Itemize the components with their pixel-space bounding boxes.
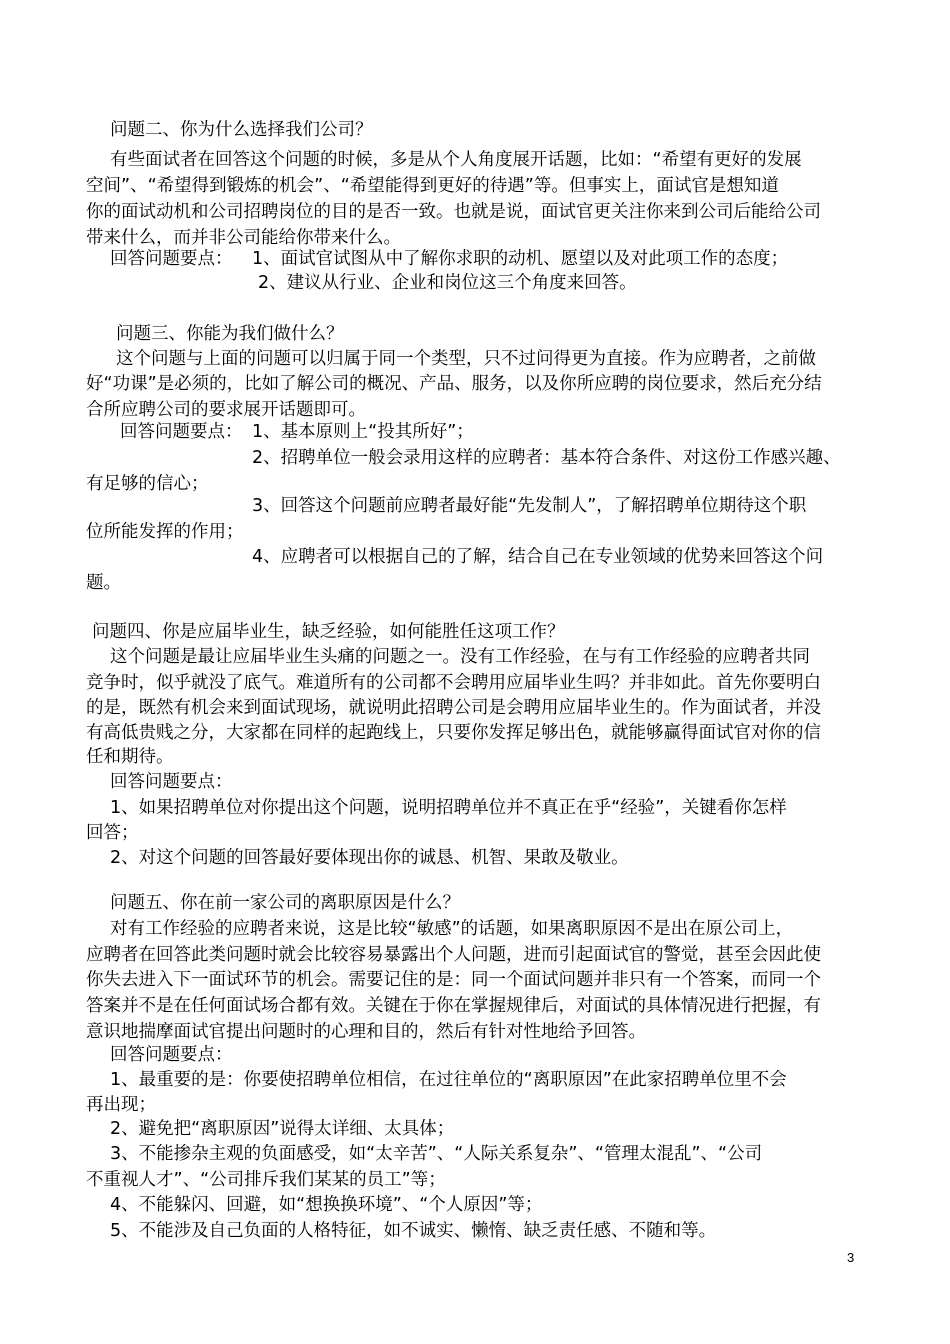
question-3-body-line: 这个问题与上面的问题可以归属于同一个类型，只不过问得更为直接。作为应聘者，之前做 xyxy=(116,349,816,369)
question-5-body-line: 意识地揣摩面试官提出问题时的心理和目的，然后有针对性地给予回答。 xyxy=(86,1022,646,1042)
question-2-body-line: 空间”、“希望得到锻炼的机会”、“希望能得到更好的待遇”等。但事实上，面试官是想知道 xyxy=(86,176,779,196)
question-2-title: 问题二、你为什么选择我们公司？ xyxy=(110,120,373,140)
page-number: 3 xyxy=(847,1250,855,1265)
question-2-body-line: 有些面试者在回答这个问题的时候，多是从个人角度展开话题，比如：“希望有更好的发展 xyxy=(110,150,802,170)
question-3-title: 问题三、你能为我们做什么？ xyxy=(116,324,344,344)
question-3-point: 4、应聘者可以根据自己的了解，结合自己在专业领域的优势来回答这个问 xyxy=(252,547,824,567)
question-3-body-line: 合所应聘公司的要求展开话题即可。 xyxy=(86,400,366,420)
question-5-points-label: 回答问题要点： xyxy=(110,1045,233,1065)
question-3-point: 3、回答这个问题前应聘者最好能“先发制人”，了解招聘单位期待这个职 xyxy=(252,496,807,516)
question-5-body-line: 答案并不是在任何面试场合都有效。关键在于你在掌握规律后，对面试的具体情况进行把握，有 xyxy=(86,996,821,1016)
question-5-point-continuation: 不重视人才”、“公司排斥我们某某的员工”等； xyxy=(86,1170,446,1190)
question-3-point-continuation: 题。 xyxy=(86,573,121,593)
question-4-point: 1、如果招聘单位对你提出这个问题，说明招聘单位并不真正在乎“经验”，关键看你怎样 xyxy=(110,798,787,818)
question-2-body-line: 你的面试动机和公司招聘岗位的目的是否一致。也就是说，面试官更关注你来到公司后能给公司 xyxy=(86,202,821,222)
question-5-point: 2、避免把“离职原因”说得太详细、太具体； xyxy=(110,1119,455,1139)
question-4-body-line: 有高低贵贱之分，大家都在同样的起跑线上，只要你发挥足够出色，就能够赢得面试官对你的信 xyxy=(86,723,821,743)
question-5-point: 1、最重要的是：你要使招聘单位相信，在过往单位的“离职原因”在此家招聘单位里不会 xyxy=(110,1070,787,1090)
question-4-title: 问题四、你是应届毕业生，缺乏经验，如何能胜任这项工作？ xyxy=(92,622,565,642)
question-4-point: 2、对这个问题的回答最好要体现出你的诚恳、机智、果敢及敬业。 xyxy=(110,848,629,868)
question-5-body-line: 你失去进入下一面试环节的机会。需要记住的是：同一个面试问题并非只有一个答案，而同一个 xyxy=(86,970,821,990)
question-3-point: 2、招聘单位一般会录用这样的应聘者：基本符合条件、对这份工作感兴趣、 xyxy=(252,448,841,468)
question-3-point-continuation: 位所能发挥的作用； xyxy=(86,522,244,542)
question-4-body-line: 的是，既然有机会来到面试现场，就说明此招聘公司是会聘用应届毕业生的。作为面试者，并没 xyxy=(86,698,821,718)
question-2-point: 2、建议从行业、企业和岗位这三个角度来回答。 xyxy=(258,273,637,293)
question-4-body-line: 任和期待。 xyxy=(86,747,174,767)
question-5-point-continuation: 再出现； xyxy=(86,1095,156,1115)
question-2-points-label: 回答问题要点： xyxy=(110,249,233,269)
question-3-points-label: 回答问题要点： xyxy=(120,422,243,442)
question-4-point-continuation: 回答； xyxy=(86,823,139,843)
question-5-point: 3、不能掺杂主观的负面感受，如“太辛苦”、“人际关系复杂”、“管理太混乱”、“公司 xyxy=(110,1144,763,1164)
question-2-body-line: 带来什么，而并非公司能给你带来什么。 xyxy=(86,228,401,248)
question-3-point-continuation: 有足够的信心； xyxy=(86,474,209,494)
question-4-body-line: 竞争时，似乎就没了底气。难道所有的公司都不会聘用应届毕业生吗？并非如此。首先你要明白 xyxy=(86,673,821,693)
question-4-points-label: 回答问题要点： xyxy=(110,772,233,792)
question-3-body-line: 好“功课”是必须的，比如了解公司的概况、产品、服务，以及你所应聘的岗位要求，然后充分结 xyxy=(86,374,822,394)
question-5-point: 4、不能躲闪、回避，如“想换换环境”、“个人原因”等； xyxy=(110,1195,543,1215)
question-5-body-line: 应聘者在回答此类问题时就会比较容易暴露出个人问题，进而引起面试官的警觉，甚至会因此使 xyxy=(86,945,821,965)
question-3-point: 1、基本原则上“投其所好”； xyxy=(252,422,474,442)
question-5-body-line: 对有工作经验的应聘者来说，这是比较“敏感”的话题，如果离职原因不是出在原公司上， xyxy=(110,919,794,939)
question-5-title: 问题五、你在前一家公司的离职原因是什么？ xyxy=(110,893,460,913)
question-5-point: 5、不能涉及自己负面的人格特征，如不诚实、懒惰、缺乏责任感、不随和等。 xyxy=(110,1221,717,1241)
question-4-body-line: 这个问题是最让应届毕业生头痛的问题之一。没有工作经验，在与有工作经验的应聘者共同 xyxy=(110,647,810,667)
question-2-point: 1、面试官试图从中了解你求职的动机、愿望以及对此项工作的态度； xyxy=(252,249,789,269)
